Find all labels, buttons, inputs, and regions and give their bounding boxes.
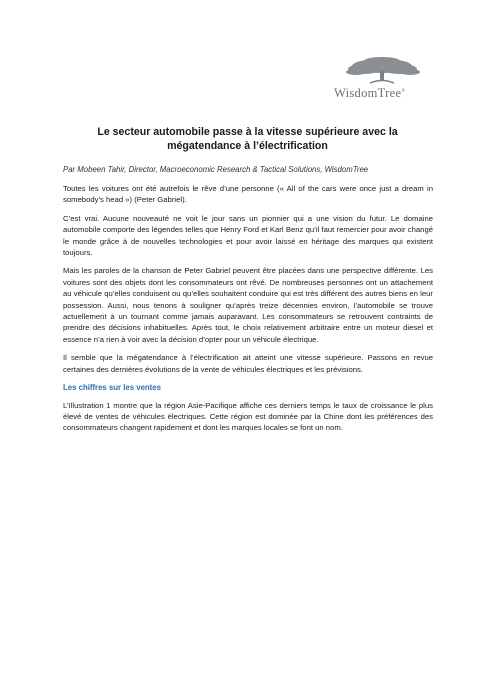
title-line-1: Le secteur automobile passe à la vitesse supérieure avec la — [97, 126, 398, 138]
paragraph-4: Il semble que la mégatendance à l’électrification ait atteint une vitesse supérieure. Passons en revue certaines des dernières évolutions de la vente de véhicules électriques et les prévisions. — [63, 353, 433, 374]
wisdomtree-logo — [330, 56, 435, 106]
section-heading: Les chiffres sur les ventes — [63, 383, 161, 393]
section-paragraph: L’Illustration 1 montre que la région Asie-Pacifique affiche ces derniers temps le taux de croissance le plus élevé de ventes de véhicules électriques. Cette région est dominée par la Chine dont les préférences des consommateurs changent rapidement et dont les marques locales se font un nom. — [63, 400, 433, 433]
article-body — [63, 183, 433, 441]
paragraph-3: Mais les paroles de la chanson de Peter Gabriel peuvent être placées dans une perspective différente. Les voitures sont des objets dont les consommateurs ont rêvé. De nombreuses personnes ont un attachement au véhicule qu’elles conduisent ou qu’elles souhaitent conduire qui est très différent des autres biens en leur possession. Aussi, nous tenons à souligner qu’après treize décennies environ, l’automobile se trouve actuellement à un tournant comme jamais auparavant. Les consommateurs se retrouvent contraints de prendre des décisions inhabituelles. Après tout, le choix relativement arbitraire entre un moteur diesel et essence n’a rien à voir avec la décision d’opter pour un véhicule électrique. — [63, 266, 433, 344]
title-line-2: mégatendance à l’électrification — [167, 140, 328, 152]
article-title — [70, 125, 425, 153]
paragraph-1: Toutes les voitures ont été autrefois le rêve d’une personne (« All of the cars were once just a dream in somebody’s head ») (Peter Gabriel). — [63, 184, 433, 205]
author-byline: Par Mobeen Tahir, Director, Macroeconomic Research & Tactical Solutions, WisdomTree — [63, 165, 369, 174]
paragraph-2: C’est vrai. Aucune nouveauté ne voit le jour sans un pionnier qui a une vision du futur. Le domaine automobile comporte des légendes telles que Henry Ford et Karl Benz qu’il faut remercier pour avoir changé le monde grâce à de nouvelles technologies et pour avoir laissé en héritage des marques qui existent toujours. — [63, 213, 433, 258]
logo-wordmark: WisdomTree® — [334, 86, 406, 100]
tree-icon — [330, 56, 435, 88]
